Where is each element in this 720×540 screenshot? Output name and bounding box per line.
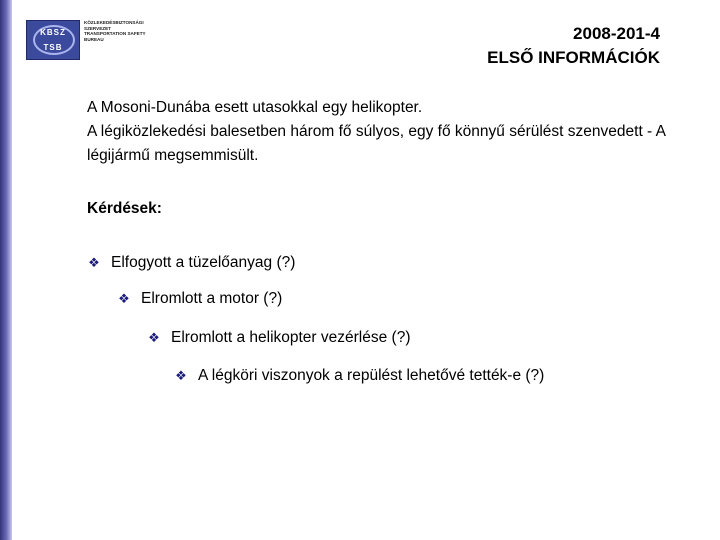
- logo-line: KÖZLEKEDÉSBIZTONSÁGI: [84, 20, 144, 25]
- sidebar-stripe: [0, 0, 12, 540]
- questions-heading: Kérdések:: [87, 200, 162, 217]
- diamond-bullet-icon: ❖: [88, 255, 100, 270]
- question-item: [147, 329, 411, 347]
- logo-emblem: [26, 20, 80, 60]
- title-text: ELSŐ INFORMÁCIÓK: [487, 48, 660, 67]
- intro-text: [87, 96, 677, 168]
- question-item: [174, 367, 544, 385]
- logo-caption: [84, 20, 146, 42]
- diamond-bullet-icon: ❖: [118, 291, 130, 306]
- question-text: A légköri viszonyok a repülést lehetővé tették-e (?): [198, 367, 545, 384]
- question-text: Elromlott a helikopter vezérlése (?): [171, 329, 411, 346]
- question-text: Elfogyott a tüzelőanyag (?): [111, 254, 296, 271]
- logo-bottom-text: TSB: [43, 43, 63, 52]
- page-title: [487, 22, 660, 70]
- case-number: 2008-201-4: [573, 24, 660, 43]
- diamond-bullet-icon: ❖: [175, 368, 187, 383]
- kbsz-tsb-logo: [26, 20, 168, 62]
- question-item: [117, 290, 282, 308]
- logo-line: TRANSPORTATION SAFETY: [84, 31, 146, 37]
- diamond-bullet-icon: ❖: [148, 330, 160, 345]
- question-item: [87, 254, 295, 272]
- logo-line: SZERVEZET: [84, 25, 111, 31]
- question-text: Elromlott a motor (?): [141, 290, 283, 307]
- intro-line: A légiközlekedési balesetben három fő súlyos, egy fő könnyű sérülést szenvedett - A légijármű megsemmisült.: [87, 123, 666, 164]
- logo-top-text: KBSZ: [40, 28, 66, 37]
- intro-line: A Mosoni-Dunába esett utasokkal egy helikopter.: [87, 99, 423, 116]
- logo-line: BUREAU: [84, 36, 104, 42]
